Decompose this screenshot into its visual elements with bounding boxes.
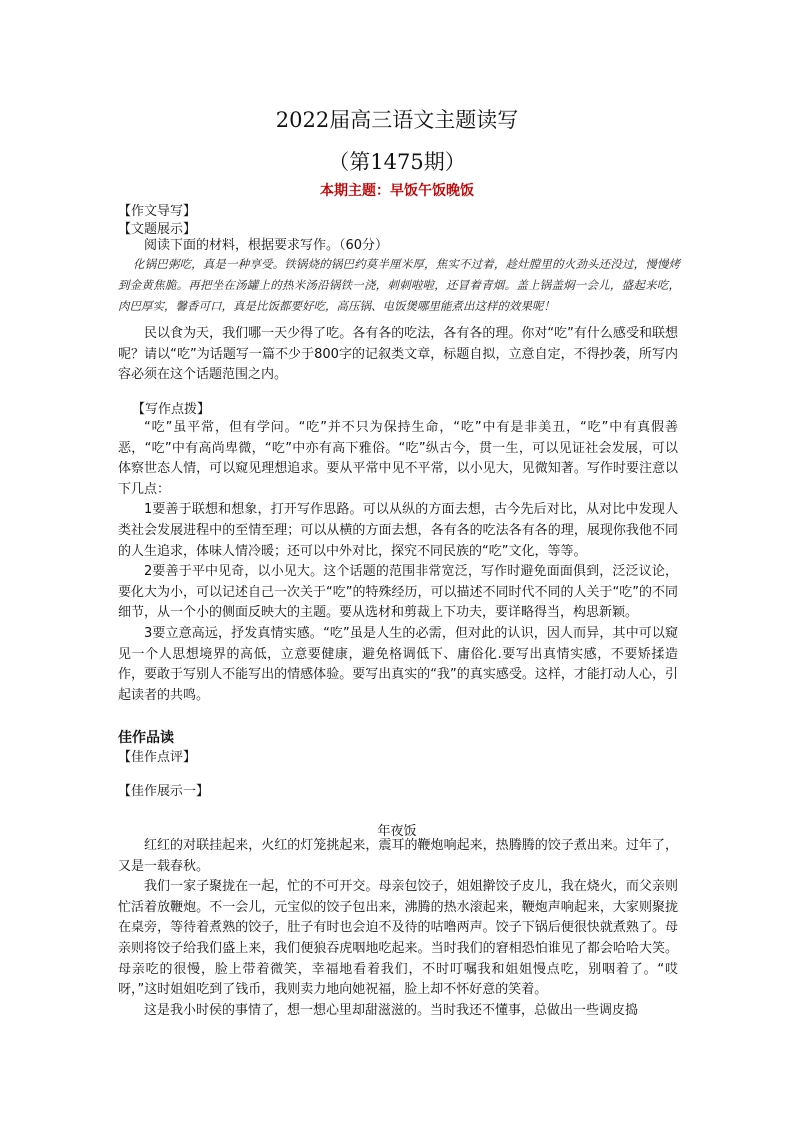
essay-paragraph-2: 我们一家子聚拢在一起，忙的不可开交。母亲包饺子，姐姐擀饺子皮儿，我在烧火，而父亲则忙活着放鞭炮。不一会儿，元宝似的饺子包出来，沸腾的热水滚起来，鞭炮声响起来，大家则聚拢在桌旁，等待着煮熟的饺子，肚子有时也会迫不及待的咕噜两声。饺子下锅后便很快就煮熟了。母亲则将饺子给我们盛上来，我们便狼吞虎咽地吃起来。当时我们的窘相恐怕谁见了都会哈哈大笑。母亲吃的很慢，脸上带着微笑，幸福地看着我们，不时叮嘱我和姐姐慢点吃，别咽着了。“哎呀，”这时姐姐吃到了钱币，我则卖力地向她祝福，脸上却不怀好意的笑着。 xyxy=(118,879,678,998)
tips-point-2: 2要善于平中见奇，以小见大。这个话题的范围非常宽泛，写作时避免面面俱到，泛泛议论，要化大为小，可以记述自己一次关于“吃”的特殊经历，可以描述不同时代不同的人关于“吃”的不同细节，从一个小的侧面反映大的主题。要从选材和剪裁上下功夫，要详略得当，构思新颖。 xyxy=(118,564,678,621)
section-label-excellent-works: 佳作品读 xyxy=(118,730,174,746)
writing-tips xyxy=(118,418,678,706)
essay-title: 年夜饭 xyxy=(377,824,417,839)
section-label-writing-guide: 【作文导写】 xyxy=(118,204,197,219)
prompt-requirement xyxy=(118,324,678,386)
prompt-instruction-text: 阅读下面的材料，根据要求写作。（60分） xyxy=(144,238,389,253)
section-label-writing-tips: 【写作点拨】 xyxy=(132,402,211,417)
prompt-requirement-text: 民以食为天，我们哪一天少得了吃。各有各的吃法，各有各的理。你对“吃”有什么感受和联想呢？请以“吃”为话题写一篇不少于800字的记叙类文章，标题自拟，立意自定，不得抄袭，所写内容必须在这个话题范围之内。 xyxy=(118,326,678,383)
section-label-showcase-1: 【佳作展示一】 xyxy=(118,784,210,799)
essay-paragraph-3: 这是我小时侯的事情了，想一想心里却甜滋滋的。当时我还不懂事，总做出一些调皮捣 xyxy=(144,1002,639,1018)
issue-theme: 本期主题：早饭午饭晚饭 xyxy=(320,183,474,199)
tips-intro: “吃”虽平常，但有学问。“吃”并不只为保持生命，“吃”中有是非美丑，“吃”中有真假善恶，“吃”中有高尚卑微，“吃”中亦有高下雅俗。“吃”纵古今，贯一生，可以见证社会发展，可以体察世态人情，可以窥见理想追求。要从平常中见不平常，以小见大，见微知著。写作时要注意以下几点： xyxy=(118,420,678,497)
section-label-prompt: 【文题展示】 xyxy=(118,222,197,237)
tips-point-3: 3要立意高远，抒发真情实感。“吃”虽是人生的必需，但对此的认识，因人而异，其中可以窥见一个人思想境界的高低，立意要健康，避免格调低下、庸俗化.要写出真情实感，不要矫揉造作，要敢于写别人不能写出的情感体验。要写出真实的“我”的真实感受。这样，才能打动人心，引起读者的共鸣。 xyxy=(118,625,678,703)
section-label-review: 【佳作点评】 xyxy=(118,750,197,765)
essay-paragraph-1: 红红的对联挂起来，火红的灯笼挑起来，震耳的鞭炮响起来，热腾腾的饺子煮出来。过年了，又是一载春秋。 xyxy=(118,838,678,874)
page-title: 2022届高三语文主题读写 xyxy=(275,108,519,132)
prompt-material xyxy=(118,254,680,317)
tips-point-1: 1要善于联想和想象，打开写作思路。可以从纵的方面去想，古今先后对比，从对比中发现人类社会发展进程中的至情至理；可以从横的方面去想，各有各的吃法各有各的理，展现你我他不同的人生追求，体味人情冷暖；还可以中外对比，探究不同民族的“吃”文化，等等。 xyxy=(118,502,678,559)
issue-number: （第1475期） xyxy=(328,150,466,174)
prompt-material-text: 化锅巴粥吃，真是一种享受。铁锅烧的锅巴约莫半厘米厚，焦实不过着，趁灶膛里的火劲头还没过，慢慢烤到金黄焦脆。再把坐在汤罐上的热米汤沿锅铁一浇，刺刺啦啦，还冒着青烟。盖上锅盖焖一会儿，盛起来吃，肉巴厚实，馨香可口，真是比饭都要好吃，高压锅、电饭煲哪里能煮出这样的效果呢！ xyxy=(118,257,680,313)
essay-body xyxy=(118,836,678,1021)
